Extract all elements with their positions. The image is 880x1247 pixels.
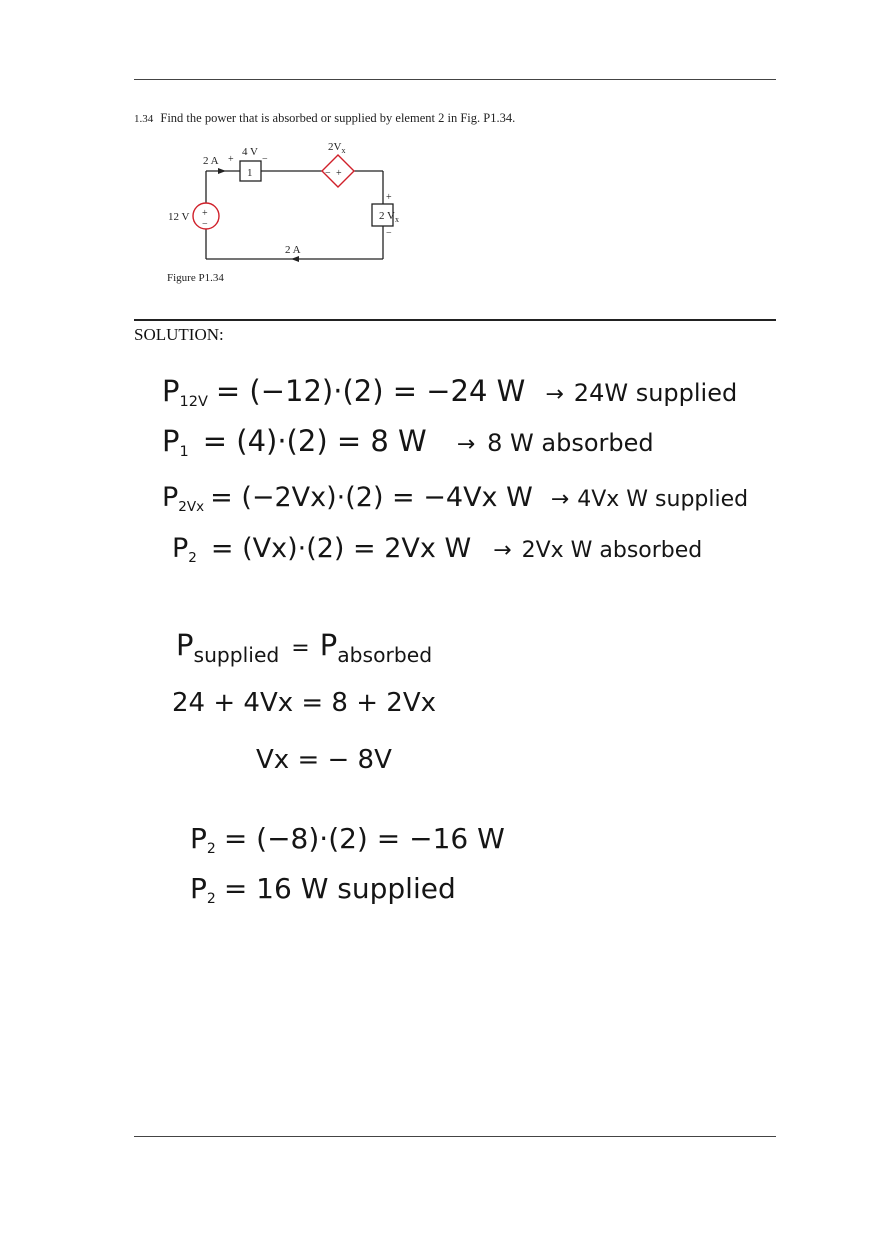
dep-minus: − bbox=[325, 168, 331, 179]
equation: = (−12)·(2) = −24 W bbox=[215, 374, 526, 408]
power-symbol: P bbox=[162, 424, 180, 458]
power-symbol: P bbox=[172, 533, 189, 564]
power-symbol: P bbox=[162, 374, 180, 408]
power-balance bbox=[176, 628, 433, 668]
power-subscript: 2Vx bbox=[178, 498, 205, 515]
power-symbol: P bbox=[162, 482, 179, 513]
vx-solution: Vx = − 8V bbox=[256, 745, 392, 775]
figure-caption: Figure P1.34 bbox=[167, 272, 224, 284]
result: 8 W absorbed bbox=[487, 429, 654, 457]
current-arrow-bottom bbox=[291, 256, 299, 262]
current-bottom-label: 2 A bbox=[285, 244, 301, 256]
equation: = (−2Vx)·(2) = −4Vx W bbox=[210, 482, 533, 513]
minus-top: − bbox=[262, 154, 268, 165]
vx-label: $V_x$ bbox=[387, 210, 399, 224]
solution-line-3 bbox=[162, 482, 748, 513]
final-line-2 bbox=[190, 872, 456, 905]
power-symbol: P bbox=[190, 822, 207, 855]
problem-number: 1.34 bbox=[134, 113, 154, 125]
solution-rule bbox=[134, 319, 776, 321]
src-minus: − bbox=[202, 219, 208, 230]
arrow: → bbox=[545, 382, 564, 407]
arrow: → bbox=[550, 487, 570, 512]
solution-line-4 bbox=[172, 533, 702, 564]
v1-label: 4 V bbox=[242, 146, 258, 158]
equation: = (Vx)·(2) = 2Vx W bbox=[210, 533, 472, 564]
power-symbol: P bbox=[190, 872, 207, 905]
dep-source-label: $2V_x$ bbox=[328, 141, 346, 155]
result: 24W supplied bbox=[573, 379, 738, 407]
solution-title: SOLUTION: bbox=[134, 325, 224, 344]
plus-top: + bbox=[228, 154, 234, 165]
balance-equation: 24 + 4Vx = 8 + 2Vx bbox=[172, 688, 436, 718]
arrow: → bbox=[493, 538, 512, 563]
element-2-label: 2 bbox=[379, 210, 385, 222]
power-subscript: 2 bbox=[206, 840, 216, 857]
elem2-minus: − bbox=[386, 228, 392, 239]
power-subscript: 12V bbox=[179, 394, 208, 411]
balance-equals: = bbox=[291, 636, 310, 661]
arrow: → bbox=[456, 432, 476, 457]
problem-text: Find the power that is absorbed or supplied by element 2 in Fig. P1.34. bbox=[160, 111, 516, 125]
solution-line-2 bbox=[162, 424, 654, 461]
top-rule bbox=[134, 79, 776, 80]
dep-plus: + bbox=[336, 168, 342, 179]
problem-statement bbox=[134, 111, 515, 126]
result: 2Vx W absorbed bbox=[521, 538, 703, 563]
circuit-figure bbox=[160, 138, 400, 288]
source-label: 12 V bbox=[168, 211, 190, 223]
elem2-plus: + bbox=[386, 192, 392, 203]
power-subscript: 2 bbox=[188, 549, 197, 566]
bottom-rule bbox=[134, 1136, 776, 1137]
power-subscript: 1 bbox=[179, 444, 189, 461]
equation: = (4)·(2) = 8 W bbox=[202, 424, 427, 458]
current-arrow-top bbox=[218, 168, 226, 174]
power-subscript: 2 bbox=[206, 890, 216, 907]
absorbed-p: P bbox=[319, 628, 338, 662]
final-line-1 bbox=[190, 822, 505, 855]
absorbed-subscript: absorbed bbox=[337, 643, 433, 668]
result: 4Vx W supplied bbox=[577, 487, 749, 512]
element-1-label: 1 bbox=[247, 167, 253, 179]
supplied-p: P bbox=[176, 628, 194, 662]
equation: = 16 W supplied bbox=[223, 872, 456, 905]
current-top-label: 2 A bbox=[203, 155, 219, 167]
equation: = (−8)·(2) = −16 W bbox=[223, 822, 505, 855]
src-plus: + bbox=[202, 208, 208, 219]
supplied-subscript: supplied bbox=[193, 643, 280, 668]
solution-line-1 bbox=[162, 374, 738, 411]
